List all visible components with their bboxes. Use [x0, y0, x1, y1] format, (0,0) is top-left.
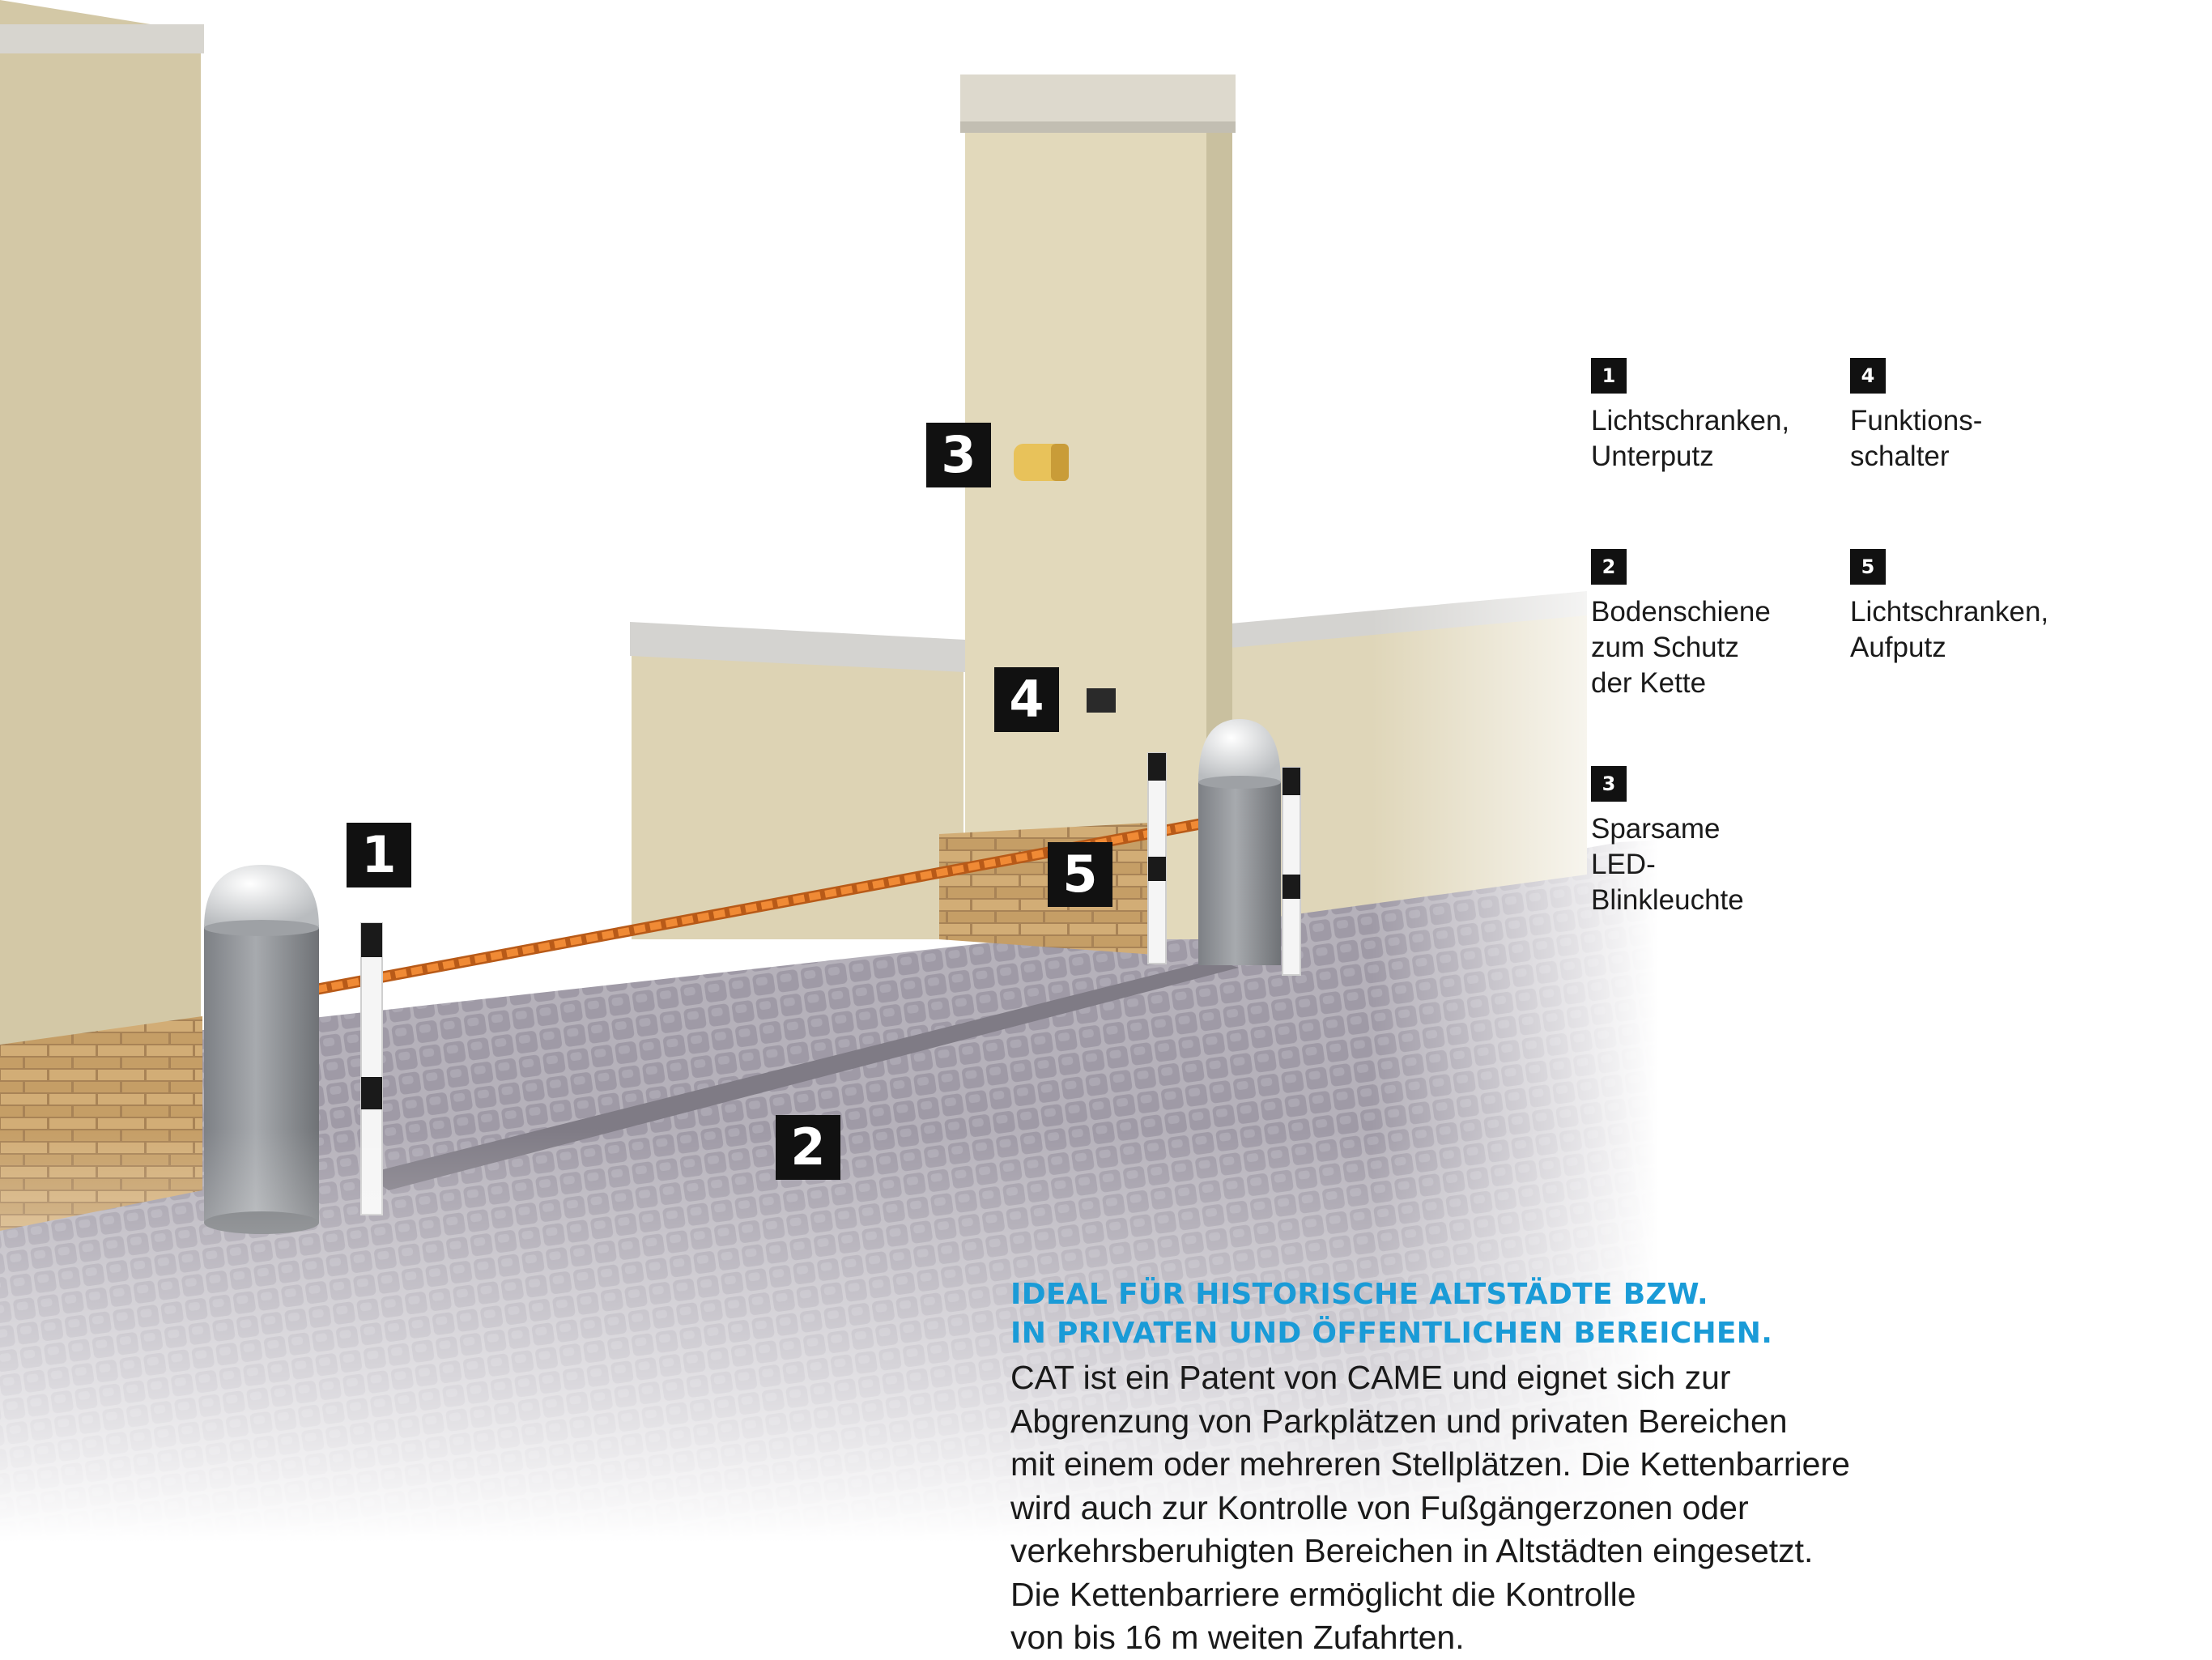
legend-badge-3: 3 [1591, 766, 1627, 802]
legend-text-3: Sparsame LED- Blinkleuchte [1591, 813, 1744, 916]
legend-text-4: Funktions- schalter [1850, 405, 1983, 472]
marker-1: 1 [347, 823, 411, 887]
legend-text-1: Lichtschranken, Unterputz [1591, 405, 1790, 472]
legend-item-5 [1850, 549, 2109, 666]
headline: IDEAL FÜR HISTORISCHE ALTSTÄDTE BZW. IN PRIVATEN UND ÖFFENTLICHEN BEREICHEN. [1010, 1278, 1773, 1350]
legend-item-1 [1591, 358, 1850, 475]
legend-badge-1: 1 [1591, 358, 1627, 394]
legend-item-2 [1591, 549, 1850, 701]
marker-3: 3 [926, 423, 991, 487]
legend-item-3 [1591, 766, 1850, 918]
legend-badge-2: 2 [1591, 549, 1627, 585]
marker-4: 4 [994, 667, 1059, 732]
marker-5: 5 [1048, 842, 1112, 907]
legend-item-4 [1850, 358, 2109, 475]
description-block [1010, 1275, 2023, 1660]
legend-text-2: Bodenschiene zum Schutz der Kette [1591, 596, 1771, 699]
legend-text-5: Lichtschranken, Aufputz [1850, 596, 2049, 663]
marker-2: 2 [776, 1115, 840, 1180]
legend-badge-5: 5 [1850, 549, 1886, 585]
legend-badge-4: 4 [1850, 358, 1886, 394]
body-text: CAT ist ein Patent von CAME und eignet sich zur Abgrenzung von Parkplätzen und privaten Bereichen mit einem oder mehreren Stellplätzen. Die Kettenbarriere wird auch zur Kontrolle von Fußgängerzonen oder verkehrsberuhigten Bereichen in Altstädten eingesetzt. Die Kettenbarriere ermöglicht die Kontrolle von bis 16 m weiten Zufahrten. [1010, 1359, 1850, 1656]
